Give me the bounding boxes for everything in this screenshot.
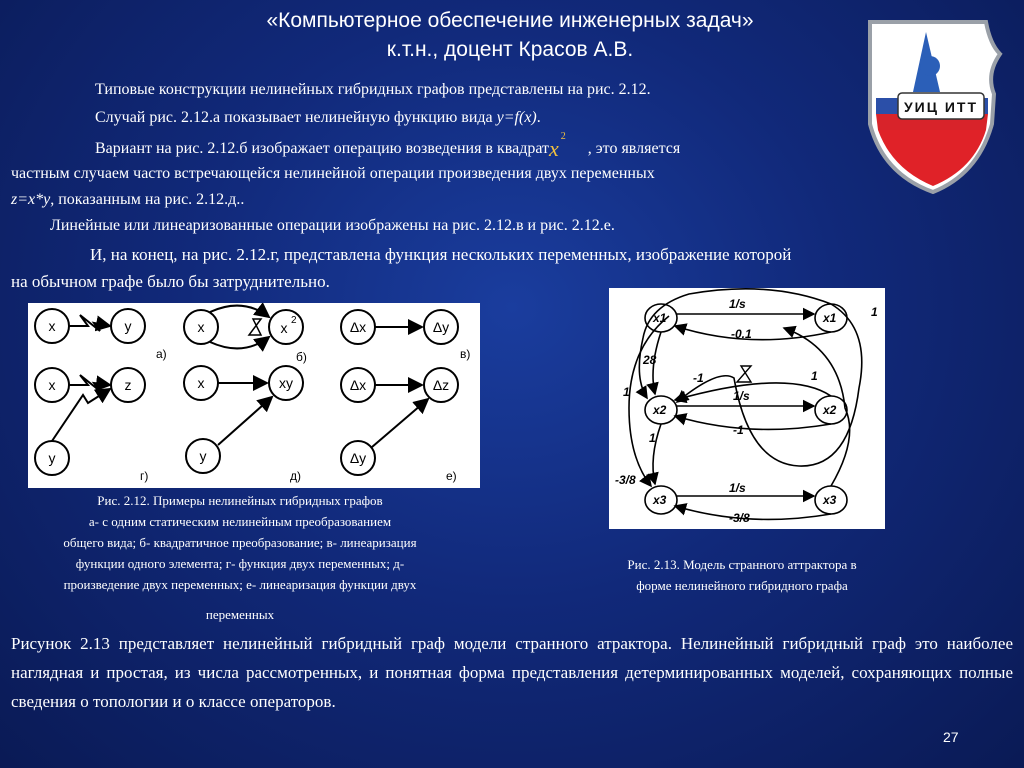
edge-label-13: -3/8 [729, 511, 750, 525]
slide-subtitle: к.т.н., доцент Красов А.В. [386, 38, 634, 61]
node-d-y-label: y [199, 448, 207, 464]
edge-label-7: 1 [811, 369, 818, 383]
intro-line-5-function: z=x*y [11, 191, 51, 208]
edge-label-3: 1 [871, 305, 878, 319]
node-b-x-label: x [197, 319, 205, 335]
figure-2-12-caption-line-4: функции одного элемента; г- функция двух переменных; д- [75, 556, 405, 571]
node-a-x-label: x [48, 318, 56, 334]
figure-2-13-caption-line-2: форме нелинейного гибридного графа [636, 578, 848, 593]
node-x1-right-label: x1 [823, 311, 837, 325]
figure-2-13 [609, 288, 885, 529]
edge-x3-loop [784, 328, 850, 486]
intro-line-3-power: 2 [560, 131, 566, 142]
edge-x1-feedback [675, 326, 831, 340]
node-x2-right-label: x2 [823, 403, 837, 417]
node-x3-left-label: x3 [653, 493, 667, 507]
edge-e-y [372, 399, 428, 447]
label-g: г) [140, 469, 149, 483]
intro-line-8: на обычном графе было бы затруднительно. [11, 272, 330, 291]
intro-line-2-end: . [536, 109, 541, 126]
node-d-x-label: x [197, 375, 205, 391]
slide-title: «Компьютерное обеспечение инженерных задач» [266, 9, 754, 32]
edge-label-9: -1 [733, 423, 744, 437]
intro-line-2 [95, 104, 541, 132]
edge-label-8: 1/s [733, 389, 750, 403]
edge-b-top [210, 306, 269, 317]
edge-label-2: -0.1 [731, 327, 752, 341]
node-e-dy-label: Δy [349, 450, 367, 466]
node-x1-left-label: x1 [653, 311, 667, 325]
intro-line-6: Линейные или линеаризованные операции изображены на рис. 2.12.в и рис. 2.12.е. [50, 217, 615, 234]
logo-text: УИЦ ИТТ [903, 99, 979, 115]
edge-label-11: -3/8 [615, 473, 636, 487]
figure-2-12-caption-line-5: произведение двух переменных; е- линеаризация функции двух [63, 577, 417, 592]
edge-g-y [52, 389, 110, 441]
valve-b [249, 319, 261, 335]
node-b-power-label: 2 [291, 315, 297, 326]
intro-line-2-text: Случай рис. 2.12.а показывает нелинейную функцию вида [95, 109, 497, 126]
edge-label-6: -1 [693, 371, 704, 385]
node-g-x-label: x [48, 377, 56, 393]
figure-2-12-caption-line-2: а- с одним статическим нелинейным преобразованием [88, 514, 392, 529]
edge-x1-x3-product [677, 304, 862, 466]
page-number: 27 [943, 729, 959, 745]
node-x3-right-label: x3 [823, 493, 837, 507]
label-e: е) [446, 469, 457, 483]
label-v: в) [460, 347, 471, 361]
valve-x2 [737, 366, 751, 382]
edge-x3-feedback [675, 506, 831, 519]
figure-2-12-caption [12, 490, 468, 625]
intro-line-3-end: , это является [587, 140, 681, 157]
intro-line-4: частным случаем часто встречающейся нелинейной операции произведения двух переменных [11, 165, 655, 182]
intro-line-5 [11, 186, 244, 214]
intro-line-2-function: y=f(x) [496, 109, 537, 126]
label-d: д) [290, 469, 301, 483]
node-e-dz-label: Δz [432, 377, 450, 393]
edge-label-1: 1/s [729, 297, 746, 311]
figure-2-12-caption-line-6: переменных [205, 607, 275, 622]
figure-2-12-caption-line-3: общего вида; б- квадратичное преобразование; в- линеаризация [63, 535, 417, 550]
node-b-x2-label: x [280, 320, 288, 336]
intro-line-1: Типовые конструкции нелинейных гибридных графов представлены на рис. 2.12. [95, 81, 651, 98]
node-e-dx-label: Δx [349, 377, 367, 393]
edge-label-5: 1 [623, 385, 630, 399]
intro-line-3-var: x [549, 136, 559, 161]
node-g-y-label: y [48, 450, 56, 466]
edge-label-4: 28 [643, 353, 657, 367]
figure-2-13-caption [586, 554, 898, 596]
edge-b-bottom [210, 337, 269, 348]
figure-2-13-diagram [609, 288, 885, 529]
label-a: а) [156, 347, 167, 361]
university-logo [858, 14, 1008, 199]
intro-line-5-text: , показанным на рис. 2.12.д.. [50, 191, 245, 208]
conclusion-paragraph: Рисунок 2.13 представляет нелинейный гибридный граф модели странного атрактора. Нелинейный гибридный граф это наиболее наглядная и простая, из числа рассмотренных, и понятная форма представления детерминированных моделей, сохраняющих полные сведения о топологии и о классе операторов. [11, 634, 1013, 711]
intro-line-3-text: Вариант на рис. 2.12.б изображает операцию возведения в квадрат [95, 140, 550, 157]
node-x2-left-label: x2 [653, 403, 667, 417]
figure-2-12 [28, 303, 480, 488]
edge-g-x [69, 375, 110, 391]
figure-2-12-caption-line-1: Рис. 2.12. Примеры нелинейных гибридных графов [97, 493, 383, 508]
edge-a [69, 315, 110, 331]
node-d-xy-label: xy [279, 375, 293, 391]
figure-2-12-diagram [28, 303, 480, 488]
node-v-dx-label: Δx [349, 319, 367, 335]
node-a-y-label: y [124, 318, 132, 334]
edge-x2-feedback [675, 416, 831, 429]
node-g-z-label: z [124, 377, 132, 393]
intro-line-7: И, на конец, на рис. 2.12.г, представлена функция нескольких переменных, изображение которой [90, 245, 792, 264]
label-b: б) [296, 350, 307, 364]
shield-icon [858, 14, 1008, 194]
edge-label-12: 1/s [729, 481, 746, 495]
node-v-dy-label: Δy [432, 319, 450, 335]
figure-2-13-caption-line-1: Рис. 2.13. Модель странного аттрактора в [627, 557, 857, 572]
edge-d-y [218, 397, 272, 445]
edge-label-10: 1 [649, 431, 656, 445]
